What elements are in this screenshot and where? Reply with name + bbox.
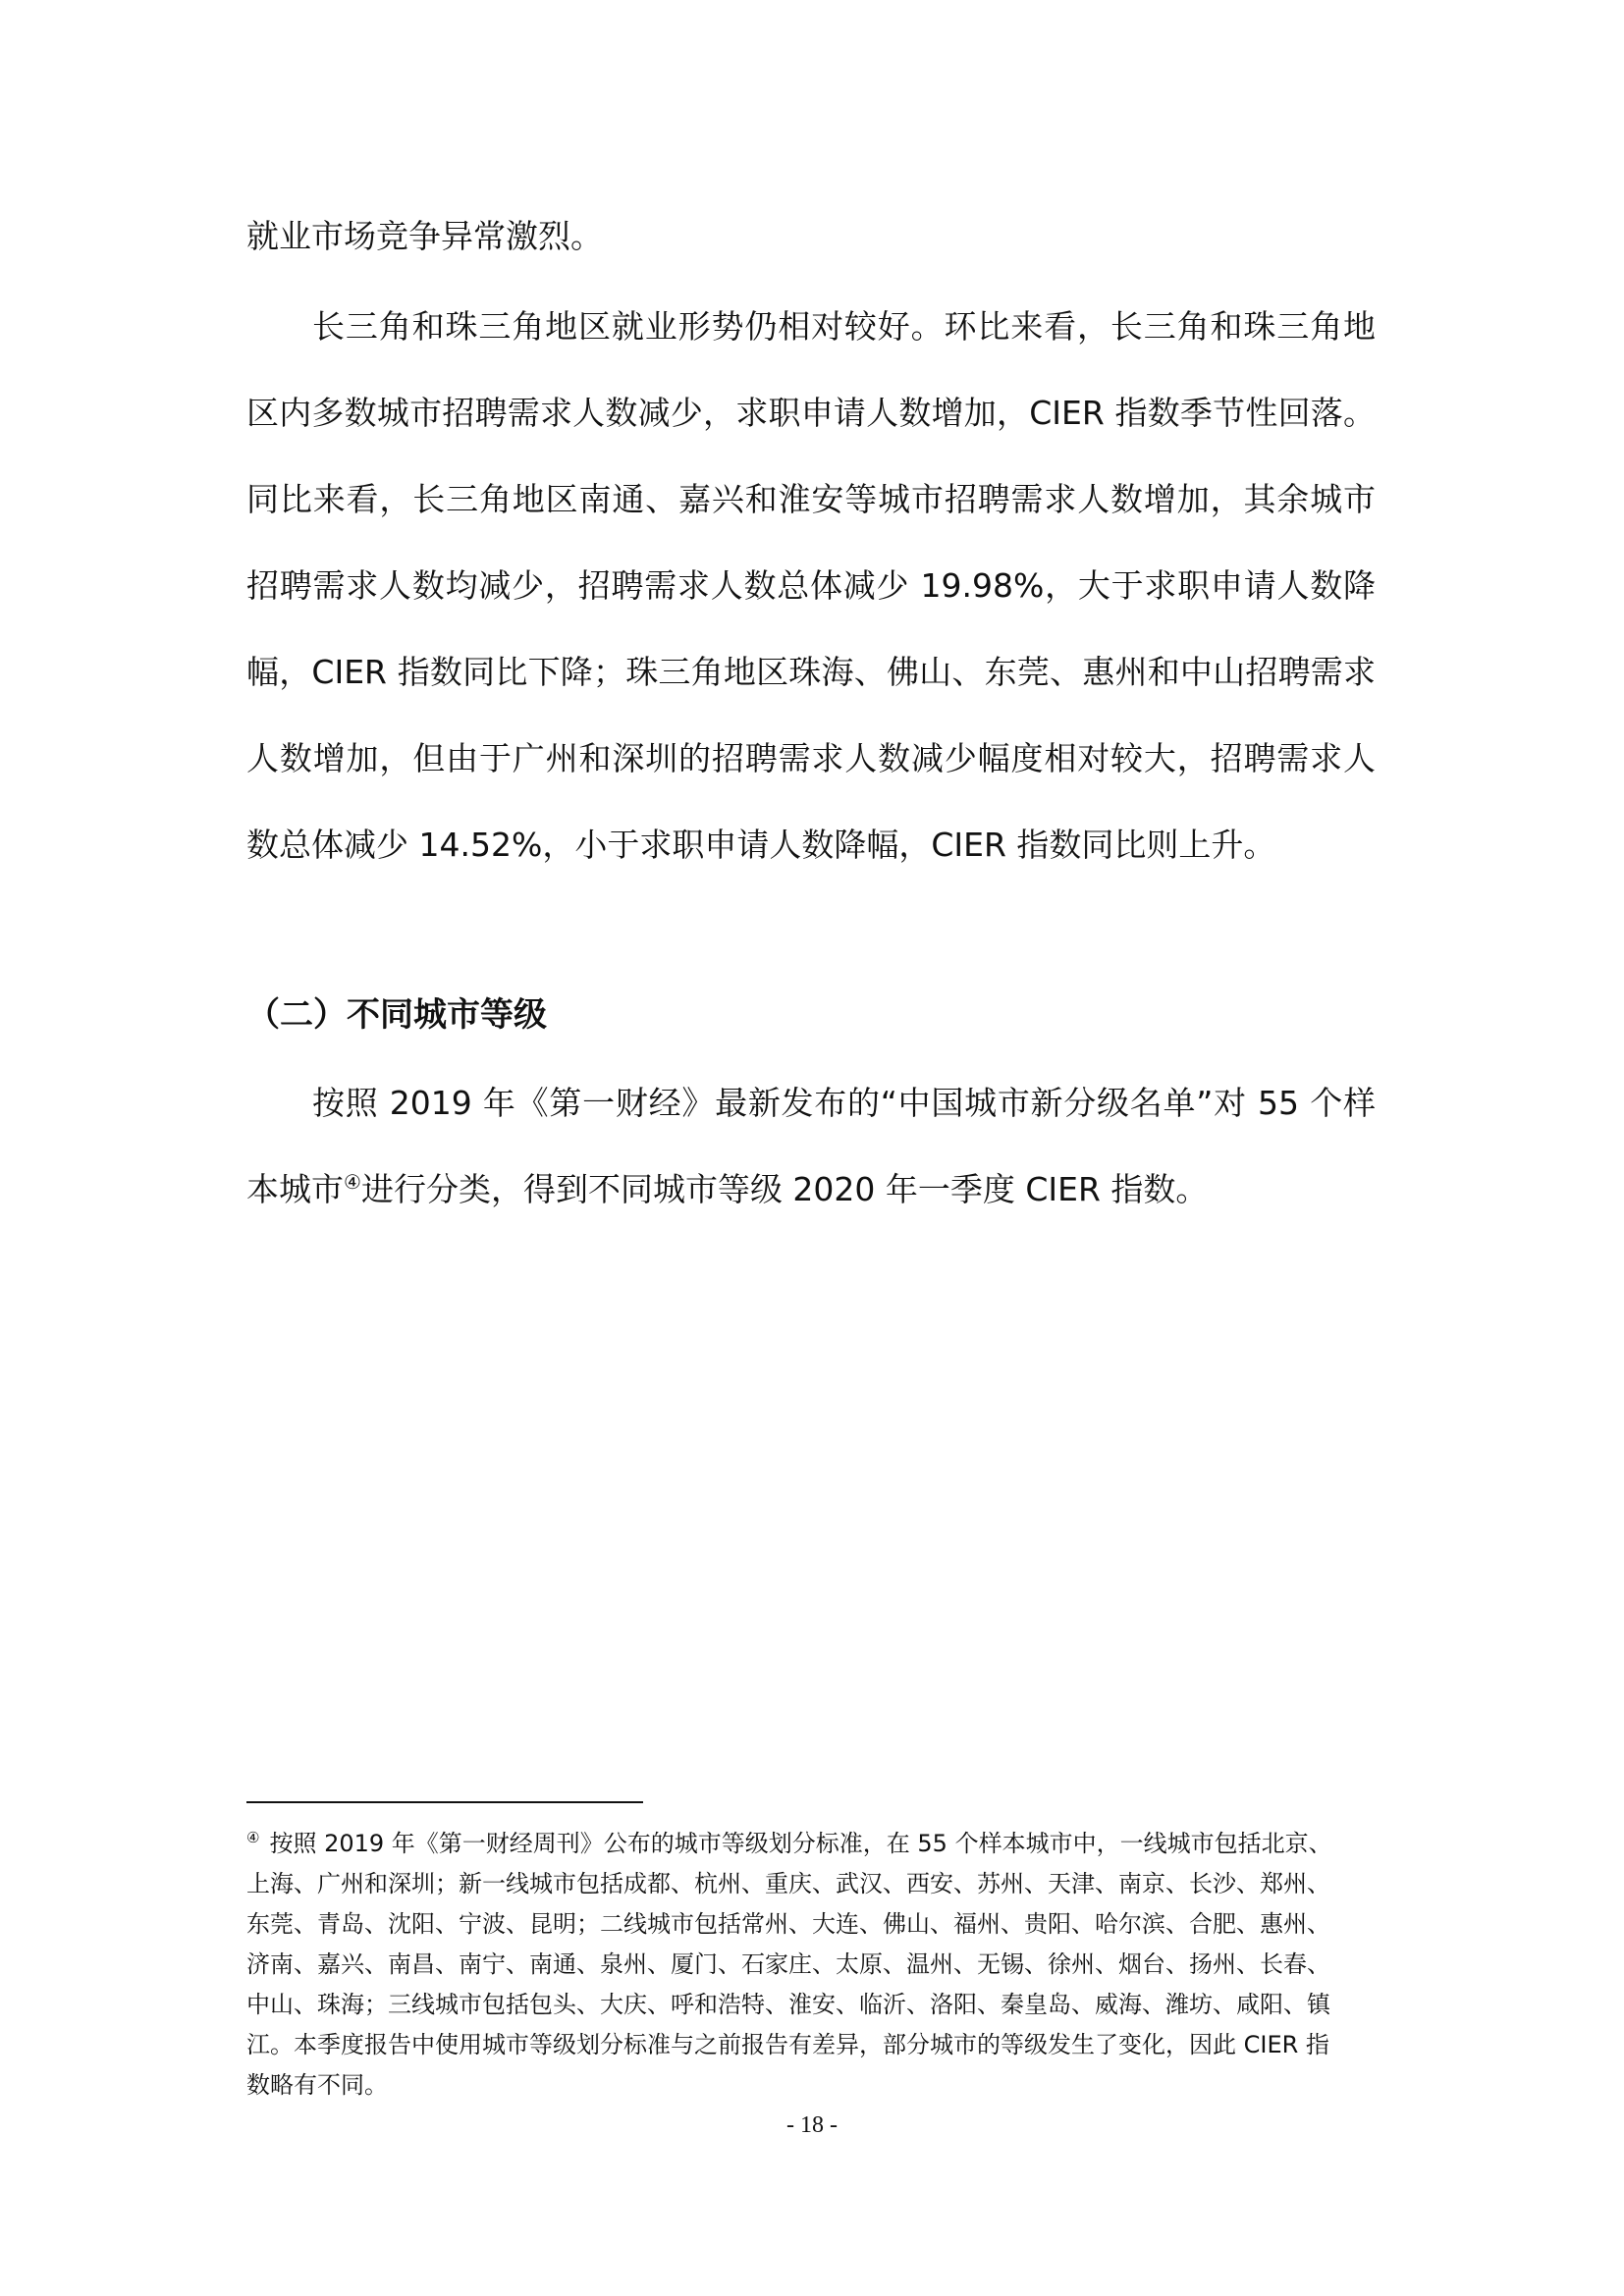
footnote-line: 上海、广州和深圳；新一线城市包括成都、杭州、重庆、武汉、西安、苏州、天津、南京、长沙、郑州、 (246, 1870, 1330, 1897)
footnote-line: 济南、嘉兴、南昌、南宁、南通、泉州、厦门、石家庄、太原、温州、无锡、徐州、烟台、扬州、长春、 (246, 1950, 1330, 1978)
footnote-marker: ④ (246, 1829, 260, 1846)
footnote-text: 按照 2019 年《第一财经周刊》公布的城市等级划分标准，在 55 个样本城市中，一线城市包括北京、 (269, 1830, 1332, 1857)
paragraph-line: 招聘需求人数均减少，招聘需求人数总体减少 19.98%，大于求职申请人数降 (246, 566, 1376, 605)
paragraph-line: 长三角和珠三角地区就业形势仍相对较好。环比来看，长三角和珠三角地 (312, 307, 1376, 346)
section-heading: （二）不同城市等级 (246, 995, 547, 1035)
footnote-line: 中山、珠海；三线城市包括包头、大庆、呼和浩特、淮安、临沂、洛阳、秦皇岛、威海、潍坊、咸阳、镇 (246, 1991, 1330, 2018)
footnote-line (246, 1828, 1376, 1859)
footnote-line: 东莞、青岛、沈阳、宁波、昆明；二线城市包括常州、大连、佛山、福州、贵阳、哈尔滨、合肥、惠州、 (246, 1910, 1330, 1938)
paragraph-text: 本城市 (246, 1170, 344, 1208)
paragraph-line: 同比来看，长三角地区南通、嘉兴和淮安等城市招聘需求人数增加，其余城市 (246, 480, 1376, 518)
paragraph-line: 区内多数城市招聘需求人数减少，求职申请人数增加，CIER 指数季节性回落。 (246, 394, 1376, 432)
paragraph-line: 人数增加，但由于广州和深圳的招聘需求人数减少幅度相对较大，招聘需求人 (246, 739, 1376, 777)
paragraph-line: 数总体减少 14.52%，小于求职申请人数降幅，CIER 指数同比则上升。 (246, 826, 1276, 864)
footnote-reference[interactable]: ④ (344, 1170, 361, 1194)
paragraph-line: 就业市场竞争异常激烈。 (246, 217, 603, 255)
paragraph-line: 按照 2019 年《第一财经》最新发布的“中国城市新分级名单”对 55 个样 (312, 1084, 1376, 1122)
paragraph-line: 幅，CIER 指数同比下降；珠三角地区珠海、佛山、东莞、惠州和中山招聘需求 (246, 653, 1376, 691)
page-number: - 18 - (786, 2112, 838, 2138)
footnote-line: 数略有不同。 (246, 2071, 388, 2099)
paragraph-text: 进行分类，得到不同城市等级 2020 年一季度 CIER 指数。 (360, 1170, 1209, 1208)
footnote-line: 江。本季度报告中使用城市等级划分标准与之前报告有差异，部分城市的等级发生了变化，因此 CIER 指 (246, 2031, 1329, 2058)
footnote-separator (246, 1801, 643, 1803)
paragraph-line (246, 1168, 1376, 1211)
